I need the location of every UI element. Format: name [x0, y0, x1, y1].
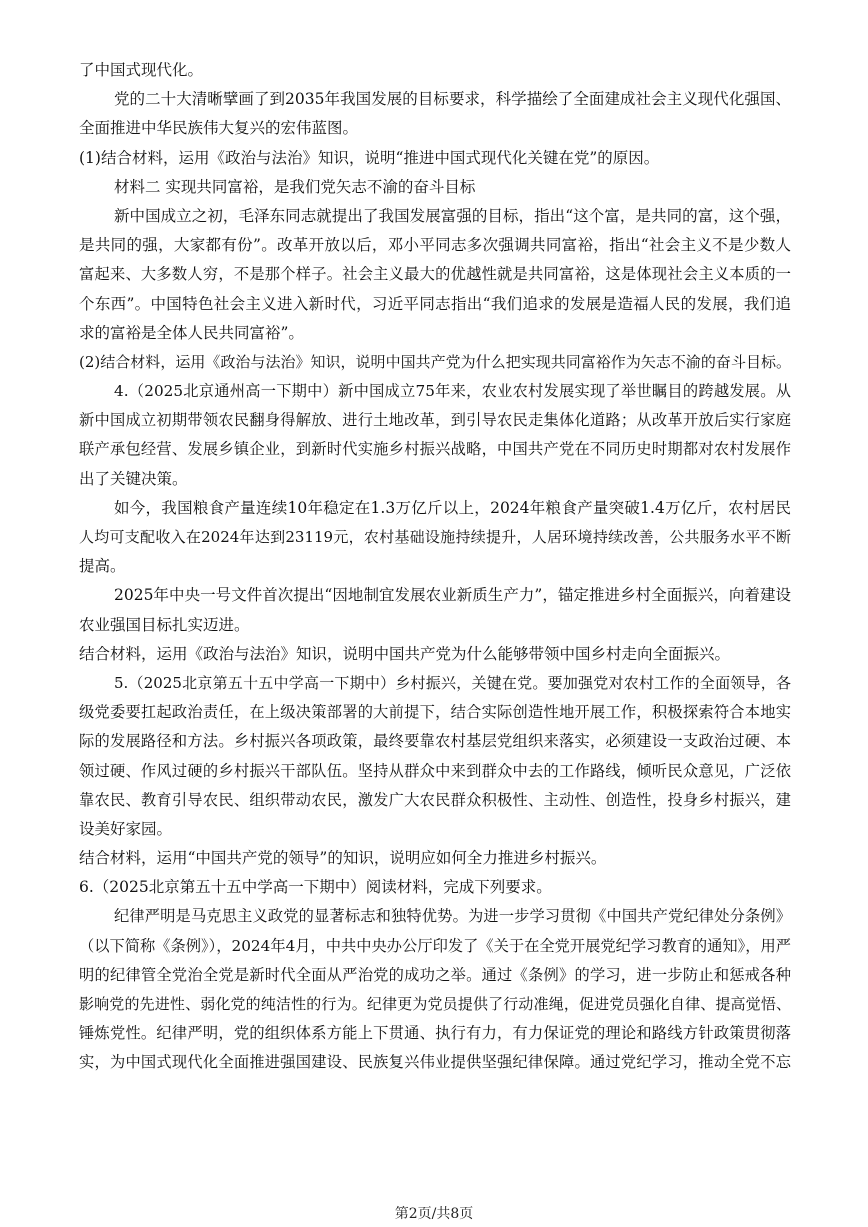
text-line: 领过硬、作风过硬的乡村振兴干部队伍。坚持从群众中来到群众中去的工作路线，倾听民众意见，广泛依 — [79, 761, 791, 780]
document-body — [79, 56, 791, 1078]
text-line: 际的发展路径和方法。乡村振兴各项政策，最终要靠农村基层党组织来落实，必须建设一支政治过硬、本 — [79, 732, 791, 751]
text-line: 全面推进中华民族伟大复兴的宏伟蓝图。 — [79, 119, 359, 138]
text-line: 影响党的先进性、弱化党的纯洁性的行为。纪律更为党员提供了行动准绳，促进党员强化自律、提高觉悟、 — [79, 995, 791, 1013]
text-line: 了中国式现代化。 — [79, 61, 204, 79]
text-line: 新中国成立初期带领农民翻身得解放、进行土地改革，到引导农民走集体化道路；从改革开放后实行家庭 — [79, 411, 791, 430]
text-line: 6.（2025北京第五十五中学高一下期中）阅读材料，完成下列要求。 — [79, 878, 552, 897]
text-line: （以下简称《条例》），2024年4月，中共中央办公厅印发了《关于在全党开展党纪学习教育的通知》，用严 — [79, 936, 791, 955]
text-line: 2025年中央一号文件首次提出“因地制宜发展农业新质生产力”，锚定推进乡村全面振兴，向着建设 — [114, 586, 791, 605]
text-line: 结合材料，运用“中国共产党的领导”的知识，说明应如何全力推进乡村振兴。 — [79, 849, 607, 868]
text-line: 人均可支配收入在2024年达到23119元，农村基础设施持续提升，人居环境持续改善，公共服务水平不断 — [79, 528, 791, 546]
text-line: (2)结合材料，运用《政治与法治》知识，说明中国共产党为什么把实现共同富裕作为矢志不渝的奋斗目标。 — [79, 352, 791, 371]
text-line: 明的纪律管全党治全党是新时代全面从严治党的成功之举。通过《条例》的学习，进一步防止和惩戒各种 — [79, 965, 791, 984]
text-line: 4.（2025北京通州高一下期中）新中国成立75年来，农业农村发展实现了举世瞩目的跨越发展。从 — [114, 382, 791, 401]
text-line: 靠农民、教育引导农民、组织带动农民，激发广大农民群众积极性、主动性、创造性，投身乡村振兴，建 — [79, 790, 791, 809]
text-line: 锤炼党性。纪律严明，党的组织体系方能上下贯通、执行有力，有力保证党的理论和路线方针政策贯彻落 — [79, 1024, 791, 1043]
text-line: 实，为中国式现代化全面推进强国建设、民族复兴伟业提供坚强纪律保障。通过党纪学习，推动全党不忘 — [79, 1053, 791, 1072]
text-line: 个东西”。中国特色社会主义进入新时代，习近平同志指出“我们追求的发展是造福人民的发展，我们追 — [79, 294, 791, 313]
text-line: 提高。 — [79, 557, 126, 576]
text-line: 农业强国目标扎实迈进。 — [79, 615, 250, 634]
text-line: 联产承包经营、发展乡镇企业，到新时代实施乡村振兴战略，中国共产党在不同历史时期都对农村发展作 — [79, 440, 791, 459]
text-line: (1)结合材料，运用《政治与法治》知识，说明“推进中国式现代化关键在党”的原因。 — [79, 148, 660, 167]
text-line: 纪律严明是马克思主义政党的显著标志和独特优势。为进一步学习贯彻《中国共产党纪律处分条例》 — [114, 907, 791, 926]
page-number: 第2页/共8页 — [394, 1206, 474, 1222]
text-line: 求的富裕是全体人民共同富裕”。 — [79, 323, 304, 342]
text-line: 材料二 实现共同富裕，是我们党矢志不渝的奋斗目标 — [114, 177, 476, 196]
text-line: 级党委要扛起政治责任，在上级决策部署的大前提下，结合实际创造性地开展工作，积极探索符合本地实 — [79, 703, 791, 722]
text-line: 富起来、大多数人穷，不是那个样子。社会主义最大的优越性就是共同富裕，这是体现社会主义本质的一 — [79, 265, 791, 284]
text-line: 结合材料，运用《政治与法治》知识，说明中国共产党为什么能够带领中国乡村走向全面振兴。 — [79, 644, 731, 663]
text-line: 是共同的强，大家都有份”。改革开放以后，邓小平同志多次强调共同富裕，指出“社会主义不是少数人 — [79, 236, 791, 255]
text-line: 新中国成立之初，毛泽东同志就提出了我国发展富强的目标，指出“这个富，是共同的富，这个强， — [114, 206, 791, 225]
text-line: 党的二十大清晰擘画了到2035年我国发展的目标要求，科学描绘了全面建成社会主义现代化强国、 — [114, 90, 791, 109]
text-line: 5.（2025北京第五十五中学高一下期中）乡村振兴，关键在党。要加强党对农村工作的全面领导，各 — [114, 673, 791, 692]
text-line: 如今，我国粮食产量连续10年稳定在1.3万亿斤以上，2024年粮食产量突破1.4万亿斤，农村居民 — [114, 498, 791, 517]
text-line: 出了关键决策。 — [79, 469, 188, 488]
text-line: 设美好家园。 — [79, 819, 173, 838]
